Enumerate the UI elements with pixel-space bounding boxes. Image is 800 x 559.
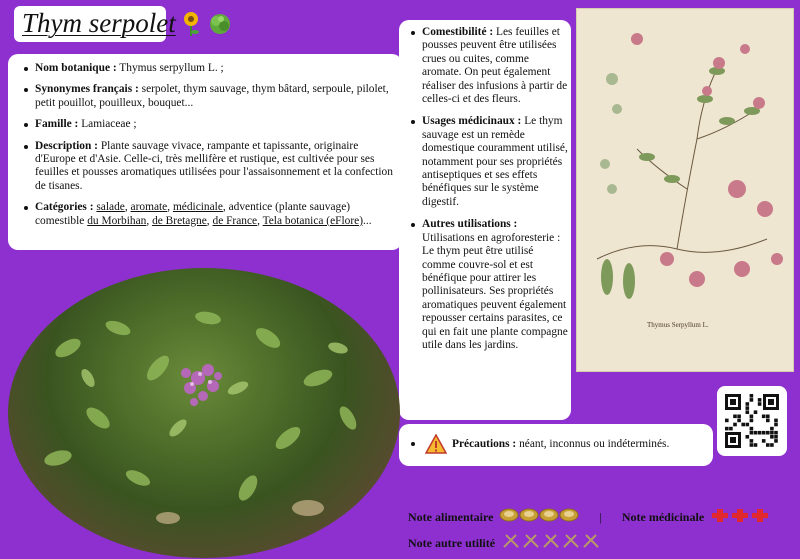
warning-icon	[425, 434, 447, 454]
food-rating-icon	[519, 507, 539, 523]
edibility-item: Comestibilité : Les feuilles et pousses peuvent être utilisées crues ou cuites, comme aromate. On peut également réaliser des infusions à partir de celles-ci et des fleurs.	[403, 26, 569, 106]
title-icons	[182, 10, 242, 43]
illustration-caption: Thymus Serpyllum L.	[647, 321, 709, 329]
category-link-bretagne[interactable]: de Bretagne	[152, 214, 207, 227]
uses-list	[403, 26, 569, 361]
food-rating-icon	[559, 507, 579, 523]
synonyms-item: Synonymes français : serpolet, thym sauvage, thym bâtard, serpoule, pilolet, petit pouillot, pouilleux, bouquet...	[16, 83, 396, 110]
qr-code[interactable]	[717, 386, 787, 456]
categories-item: Catégories : salade, aromate, médicinale, adventice (plante sauvage) comestible du Morbihan, de Bretagne, de France, Tela botanica (eFlore)...	[16, 201, 396, 228]
uses-card	[399, 20, 571, 420]
plant-photo	[8, 268, 400, 558]
note-separator: |	[599, 509, 602, 524]
other-use-rating	[501, 533, 601, 553]
food-rating-icon	[499, 507, 519, 523]
page-title: Thym serpolet	[22, 8, 176, 38]
medicinal-note-label: Note médicinale	[621, 509, 705, 524]
category-link-salade[interactable]: salade	[96, 201, 125, 214]
category-link-tela-botanica[interactable]: Tela botanica (eFlore)	[262, 214, 363, 227]
other-uses-item: Autres utilisations : Utilisations en agroforesterie : Le thym peut être utilisé comme couvre-sol et est bénéfique pour attirer les pollinisateurs. Ses propriétés aromatiques peuvent également repousser certains parasites, ce qui en fait une plante compagne utile dans les jardins.	[403, 218, 569, 352]
category-link-aromate[interactable]: aromate	[130, 201, 168, 214]
description-item: Description : Plante sauvage vivace, rampante et tapissante, originaire d'Europe et d'Asie. Celle-ci, très mellifère et rustique, est cultivée pour ses feuilles et pousses aromatiques utilisées pour l'assaisonnement et la confection de tisanes.	[16, 140, 396, 194]
main-info-list	[16, 62, 396, 236]
other-use-note-label: Note autre utilité	[408, 535, 496, 550]
category-link-france[interactable]: de France	[212, 214, 258, 227]
medicinal-cross-icon	[710, 507, 730, 523]
botanical-name-item: Nom botanique : Thymus serpyllum L. ;	[16, 62, 396, 75]
flower-icon	[184, 12, 199, 36]
medicinal-rating	[710, 507, 770, 527]
category-link-medicinale[interactable]: médicinale	[172, 201, 223, 214]
note-row-2	[408, 530, 770, 556]
food-rating-icon	[539, 507, 559, 523]
category-link-morbihan[interactable]: du Morbihan	[87, 214, 147, 227]
tool-icon	[581, 533, 601, 549]
note-row-1	[408, 504, 770, 530]
tool-icon	[561, 533, 581, 549]
tool-icon	[501, 533, 521, 549]
medicinal-cross-icon	[730, 507, 750, 523]
botanical-illustration	[576, 8, 794, 372]
medicinal-uses-item: Usages médicinaux : Le thym sauvage est un remède domestique couramment utilisé, notamment pour ses propriétés antiseptiques et ses effets bénéfiques sur le système digestif.	[403, 115, 569, 209]
medicinal-cross-icon	[750, 507, 770, 523]
precautions-label: Précautions :	[452, 438, 517, 450]
food-rating	[499, 507, 579, 527]
tool-icon	[541, 533, 561, 549]
main-info-card	[8, 54, 402, 250]
precautions-value: néant, inconnus ou indéterminés.	[516, 438, 670, 450]
precautions-item	[403, 434, 669, 454]
notes-section	[408, 504, 770, 556]
tool-icon	[521, 533, 541, 549]
food-note-label: Note alimentaire	[408, 509, 494, 524]
title-card	[14, 6, 176, 42]
precautions-card	[399, 424, 713, 466]
herb-icon	[210, 14, 230, 34]
family-item: Famille : Lamiaceae ;	[16, 118, 396, 131]
